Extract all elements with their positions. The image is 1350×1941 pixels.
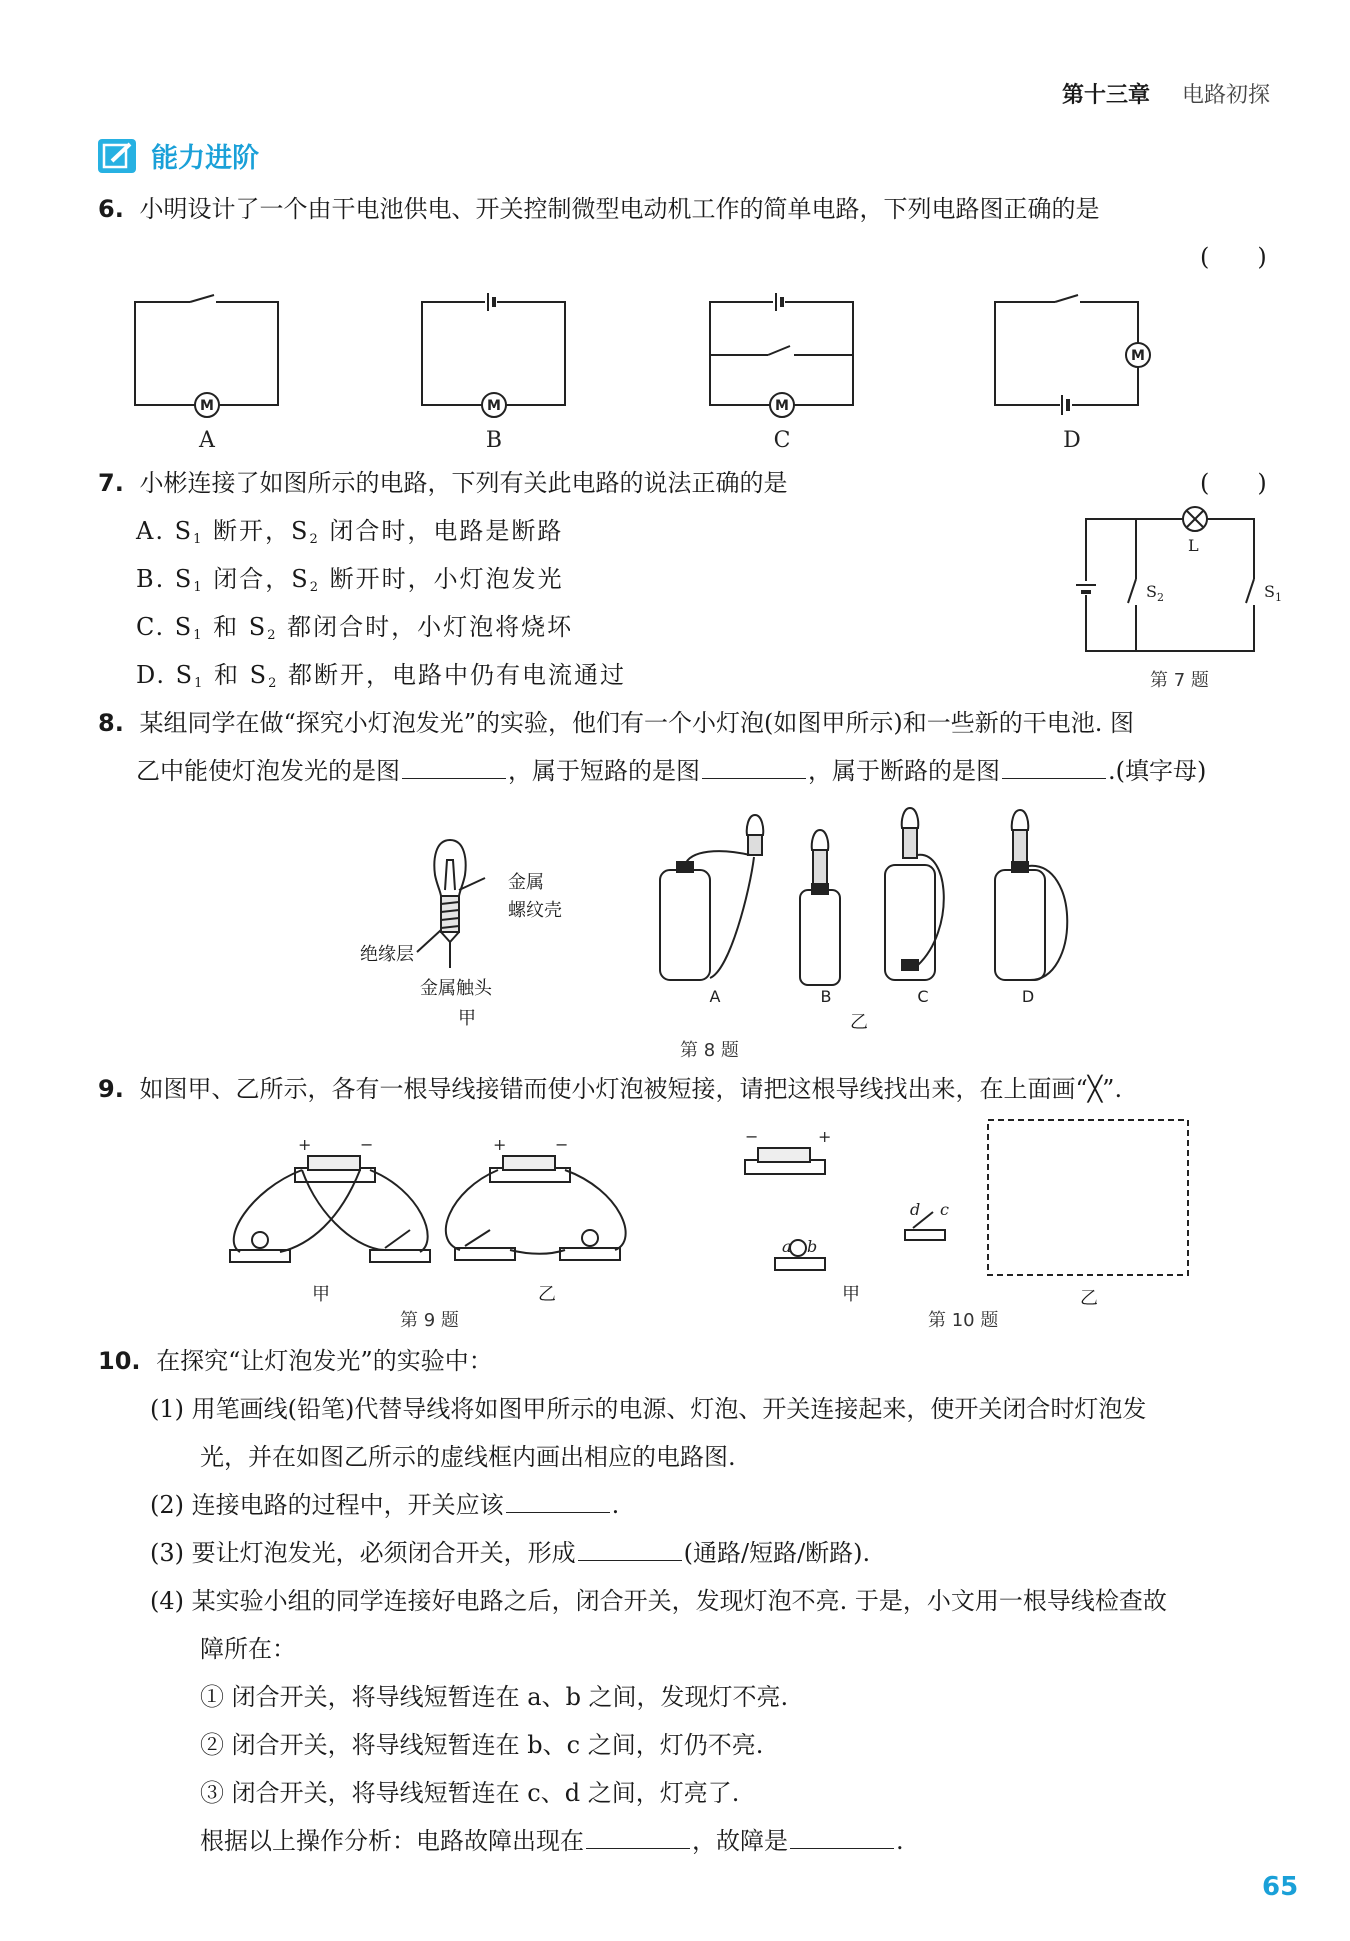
figure-label-jia: 甲 [842, 1284, 860, 1305]
q9-figures [220, 1130, 660, 1290]
figure-label-jia: 甲 [458, 1008, 476, 1029]
terminal-b: b [807, 1237, 818, 1256]
question-number: 10. [98, 1347, 141, 1375]
switch-s2-label: $S_2$ [1146, 582, 1164, 604]
figure-caption: 第 8 题 [680, 1040, 739, 1061]
q10-step2: ② 闭合开关，将导线短暂连在 b、c 之间，灯仍不亮. [200, 1731, 764, 1759]
battery-b [800, 830, 840, 985]
q7-circuit-diagram [1070, 505, 1310, 685]
terminal-d: d [910, 1200, 921, 1219]
answer-blank[interactable] [506, 1490, 610, 1513]
terminal-c: c [940, 1200, 949, 1219]
svg-text:+: + [298, 1135, 312, 1154]
answer-blank[interactable] [578, 1538, 682, 1561]
lamp-label: L [1188, 536, 1199, 555]
bulb-label-shell: 螺纹壳 [508, 900, 562, 921]
svg-text:−: − [360, 1135, 374, 1154]
q10-figures [730, 1120, 1190, 1290]
option-a: A. $S_1$ 断开，$S_2$ 闭合时，电路是断路 [136, 517, 564, 547]
motor-label-c: M [775, 398, 789, 414]
answer-paren: ( ) [1200, 469, 1267, 497]
q10-conclusion: 根据以上操作分析：电路故障出现在 ，故障是 . [200, 1827, 904, 1855]
minus-sign: + [818, 1127, 832, 1146]
answer-blank[interactable] [586, 1826, 690, 1849]
option-label-a: A [199, 428, 215, 453]
page-header [1062, 78, 1270, 109]
figure-label-yi: 乙 [1080, 1288, 1098, 1309]
motor-label-d: M [1131, 348, 1145, 364]
section-title: 能力进阶 [151, 143, 260, 174]
battery-label-a: A [709, 987, 721, 1006]
battery-a [660, 815, 763, 980]
question-text: 小明设计了一个由干电池供电、开关控制微型电动机工作的简单电路，下列电路图正确的是 [139, 195, 1100, 223]
question-10 [98, 1344, 493, 1378]
q10-part4-line1: (4) 某实验小组的同学连接好电路之后，闭合开关，发现灯泡不亮. 于是，小文用一根导线检查故 [150, 1587, 1167, 1615]
bulb-label-contact: 金属触头 [420, 978, 492, 999]
chapter-title: 电路初探 [1182, 83, 1271, 108]
question-text: 在探究“让灯泡发光”的实验中： [156, 1347, 493, 1375]
battery-d [995, 810, 1067, 980]
terminal-a: a [782, 1237, 792, 1256]
battery-label-b: B [820, 987, 832, 1006]
option-c: C. $S_1$ 和 $S_2$ 都闭合时，小灯泡将烧坏 [136, 613, 574, 643]
answer-blank[interactable] [1002, 756, 1106, 779]
q10-part4-line2: 障所在： [200, 1635, 296, 1663]
switch-s1-label: $S_1$ [1264, 582, 1282, 604]
option-d: D. $S_1$ 和 $S_2$ 都断开，电路中仍有电流通过 [136, 661, 627, 691]
answer-paren: ( ) [1200, 243, 1267, 271]
option-label-b: B [485, 428, 503, 453]
q10-part2: (2) 连接电路的过程中，开关应该 . [150, 1491, 620, 1519]
question-8 [98, 706, 1134, 740]
question-6 [98, 192, 1099, 226]
motor-label-b: M [487, 398, 501, 414]
chapter-label: 第十三章 [1062, 83, 1151, 108]
q10-part1-line2: 光，并在如图乙所示的虚线框内画出相应的电路图. [200, 1443, 736, 1471]
pencil-icon [98, 139, 136, 173]
plus-sign: − [745, 1127, 759, 1146]
question-text: 如图甲、乙所示，各有一根导线接错而使小灯泡被短接，请把这根导线找出来，在上面画“╳”. [139, 1075, 1123, 1103]
battery-c [885, 808, 944, 980]
q10-jia-battery [745, 1148, 825, 1174]
question-number: 6. [98, 195, 124, 223]
figure-caption: 第 10 题 [928, 1310, 999, 1331]
q8-bulb-figure [355, 830, 555, 1030]
battery-label-c: C [917, 987, 929, 1006]
bulb-label-metal: 金属 [508, 872, 544, 893]
q10-step1: ① 闭合开关，将导线短暂连在 a、b 之间，发现灯不亮. [200, 1683, 789, 1711]
q10-dashed-box [988, 1120, 1188, 1275]
q9-yi [446, 1135, 626, 1260]
answer-blank[interactable] [790, 1826, 894, 1849]
q8-battery-figures [650, 810, 1110, 1010]
motor-label-a: M [200, 398, 214, 414]
battery-label-d: D [1021, 987, 1035, 1006]
answer-blank[interactable] [402, 756, 506, 779]
option-b: B. $S_1$ 闭合，$S_2$ 断开时，小灯泡发光 [136, 565, 564, 595]
figure-label-jia: 甲 [312, 1284, 330, 1305]
figure-caption: 第 9 题 [400, 1310, 459, 1331]
page-number: 65 [1262, 1872, 1299, 1902]
question-7 [98, 466, 787, 500]
question-9 [98, 1072, 1122, 1106]
figure-label-yi: 乙 [538, 1284, 556, 1305]
bulb-label-insulation: 绝缘层 [360, 944, 414, 965]
question-text-line1: 某组同学在做“探究小灯泡发光”的实验，他们有一个小灯泡(如图甲所示)和一些新的干电池. 图 [139, 709, 1134, 737]
q10-part3: (3) 要让灯泡发光，必须闭合开关，形成 (通路/短路/断路). [150, 1539, 871, 1567]
question-text: 小彬连接了如图所示的电路，下列有关此电路的说法正确的是 [139, 469, 788, 497]
svg-text:+: + [493, 1135, 507, 1154]
answer-blank[interactable] [702, 756, 806, 779]
circuit-d [995, 295, 1150, 415]
q9-jia [230, 1135, 430, 1262]
option-label-d: D [1063, 428, 1081, 453]
section-heading [98, 136, 259, 175]
question-number: 7. [98, 469, 124, 497]
q10-part1-line1: (1) 用笔画线(铅笔)代替导线将如图甲所示的电源、灯泡、开关连接起来，使开关闭合时灯泡发 [150, 1395, 1147, 1423]
question-number: 8. [98, 709, 124, 737]
svg-text:−: − [555, 1135, 569, 1154]
q10-step3: ③ 闭合开关，将导线短暂连在 c、d 之间，灯亮了. [200, 1779, 740, 1807]
question-8-line2: 乙中能使灯泡发光的是图 ，属于短路的是图 ，属于断路的是图 .(填字母) [136, 757, 1207, 785]
figure-label-yi: 乙 [850, 1012, 868, 1033]
question-number: 9. [98, 1075, 124, 1103]
figure-caption: 第 7 题 [1150, 670, 1209, 691]
option-label-c: C [773, 428, 791, 453]
